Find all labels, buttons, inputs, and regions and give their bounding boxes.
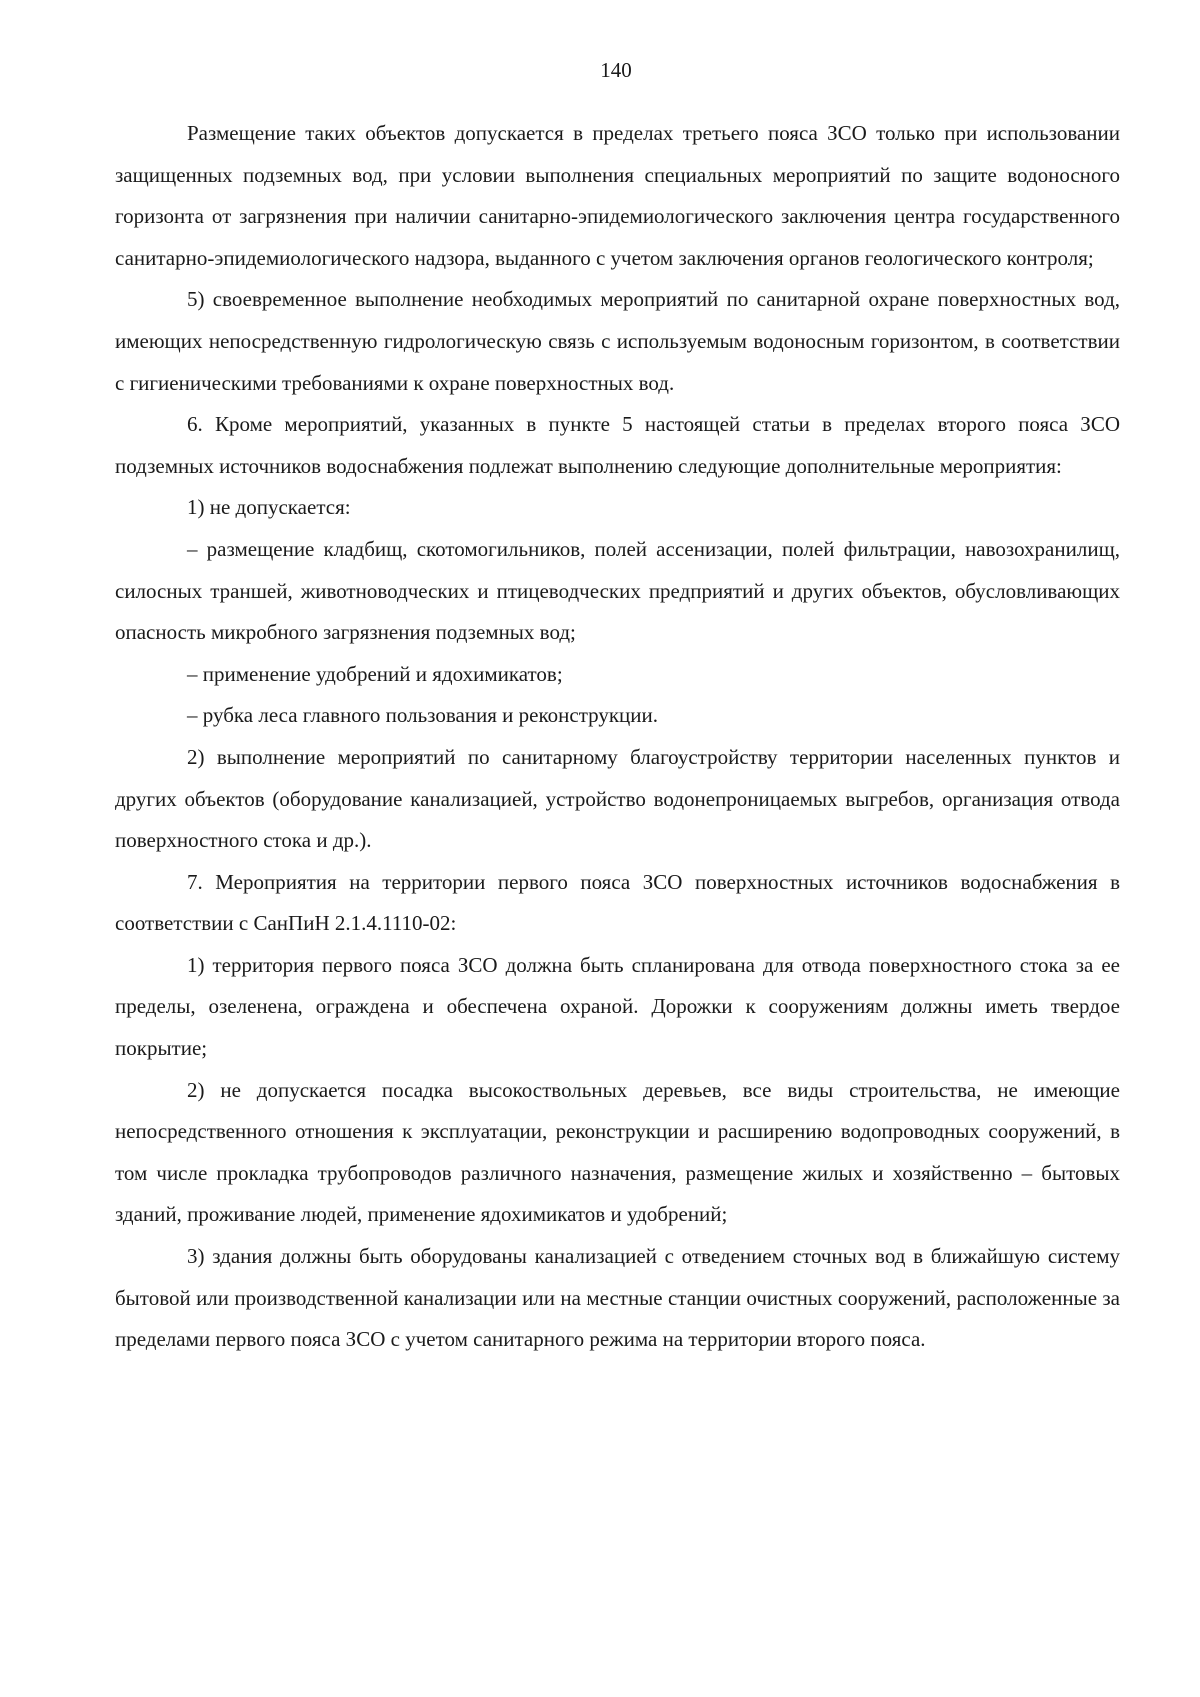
paragraph-section-6: 6. Кроме мероприятий, указанных в пункте 5 настоящей статьи в пределах второго пояса ЗСО подземных источников водоснабжения подлежат выполнению следующие дополнительные мероприятия: (115, 412, 1120, 478)
paragraph-section-7: 7. Мероприятия на территории первого пояса ЗСО поверхностных источников водоснабжения в соответствии с СанПиН 2.1.4.1110-02: (115, 869, 1120, 936)
paragraph-item-1-not-allowed: 1) не допускается: (187, 495, 351, 520)
document-body (115, 113, 1120, 1361)
paragraph-item-1-territory: 1) территория первого пояса ЗСО должна быть спланирована для отвода поверхностного стока за ее пределы, озеленена, ограждена и обеспечена охраной. Дорожки к сооружениям должны иметь твердое покрытие; (115, 952, 1120, 1061)
paragraph-item-5-surface-water: 5) своевременное выполнение необходимых мероприятий по санитарной охране поверхностных вод, имеющих непосредственную гидрологическую связь с используемым водоносным горизонтом, в соответствии с гигиеническими требованиями к охране поверхностных вод. (115, 287, 1120, 395)
paragraph-item-2-not-allowed: 2) не допускается посадка высокоствольных деревьев, все виды строительства, не имеющие непосредственного отношения к эксплуатации, реконструкции и расширению водопроводных сооружений, в том числе прокладка трубопроводов различного назначения, размещение жилых и хозяйственно – бытовых зданий, проживание людей, применение ядохимикатов и удобрений; (115, 1077, 1120, 1227)
paragraph-item-2-improvement: 2) выполнение мероприятий по санитарному благоустройству территории населенных пунктов и других объектов (оборудование канализацией, устройство водонепроницаемых выгребов, организация отвода поверхностного стока и др.). (115, 744, 1120, 853)
paragraph-placement-conditions: Размещение таких объектов допускается в пределах третьего пояса ЗСО только при использовании защищенных подземных вод, при условии выполнения специальных мероприятий по защите водоносного горизонта от загрязнения при наличии санитарно-эпидемиологического заключения центра государственного санитарно-эпидемиологического надзора, выданного с учетом заключения органов геологического контроля; (115, 121, 1120, 270)
paragraph-dash-cemeteries: – размещение кладбищ, скотомогильников, полей ассенизации, полей фильтрации, навозохранилищ, силосных траншей, животноводческих и птицеводческих предприятий и других объектов, обусловливающих опасность микробного загрязнения подземных вод; (115, 536, 1120, 645)
paragraph-item-3-buildings: 3) здания должны быть оборудованы канализацией с отведением сточных вод в ближайшую систему бытовой или производственной канализации или на местные станции очистных сооружений, расположенные за пределами первого пояса ЗСО с учетом санитарного режима на территории второго пояса. (115, 1244, 1120, 1352)
paragraph-dash-logging: – рубка леса главного пользования и реконструкции. (187, 703, 659, 728)
page-number: 140 (600, 58, 632, 82)
paragraph-dash-fertilizers: – применение удобрений и ядохимикатов; (187, 661, 563, 686)
